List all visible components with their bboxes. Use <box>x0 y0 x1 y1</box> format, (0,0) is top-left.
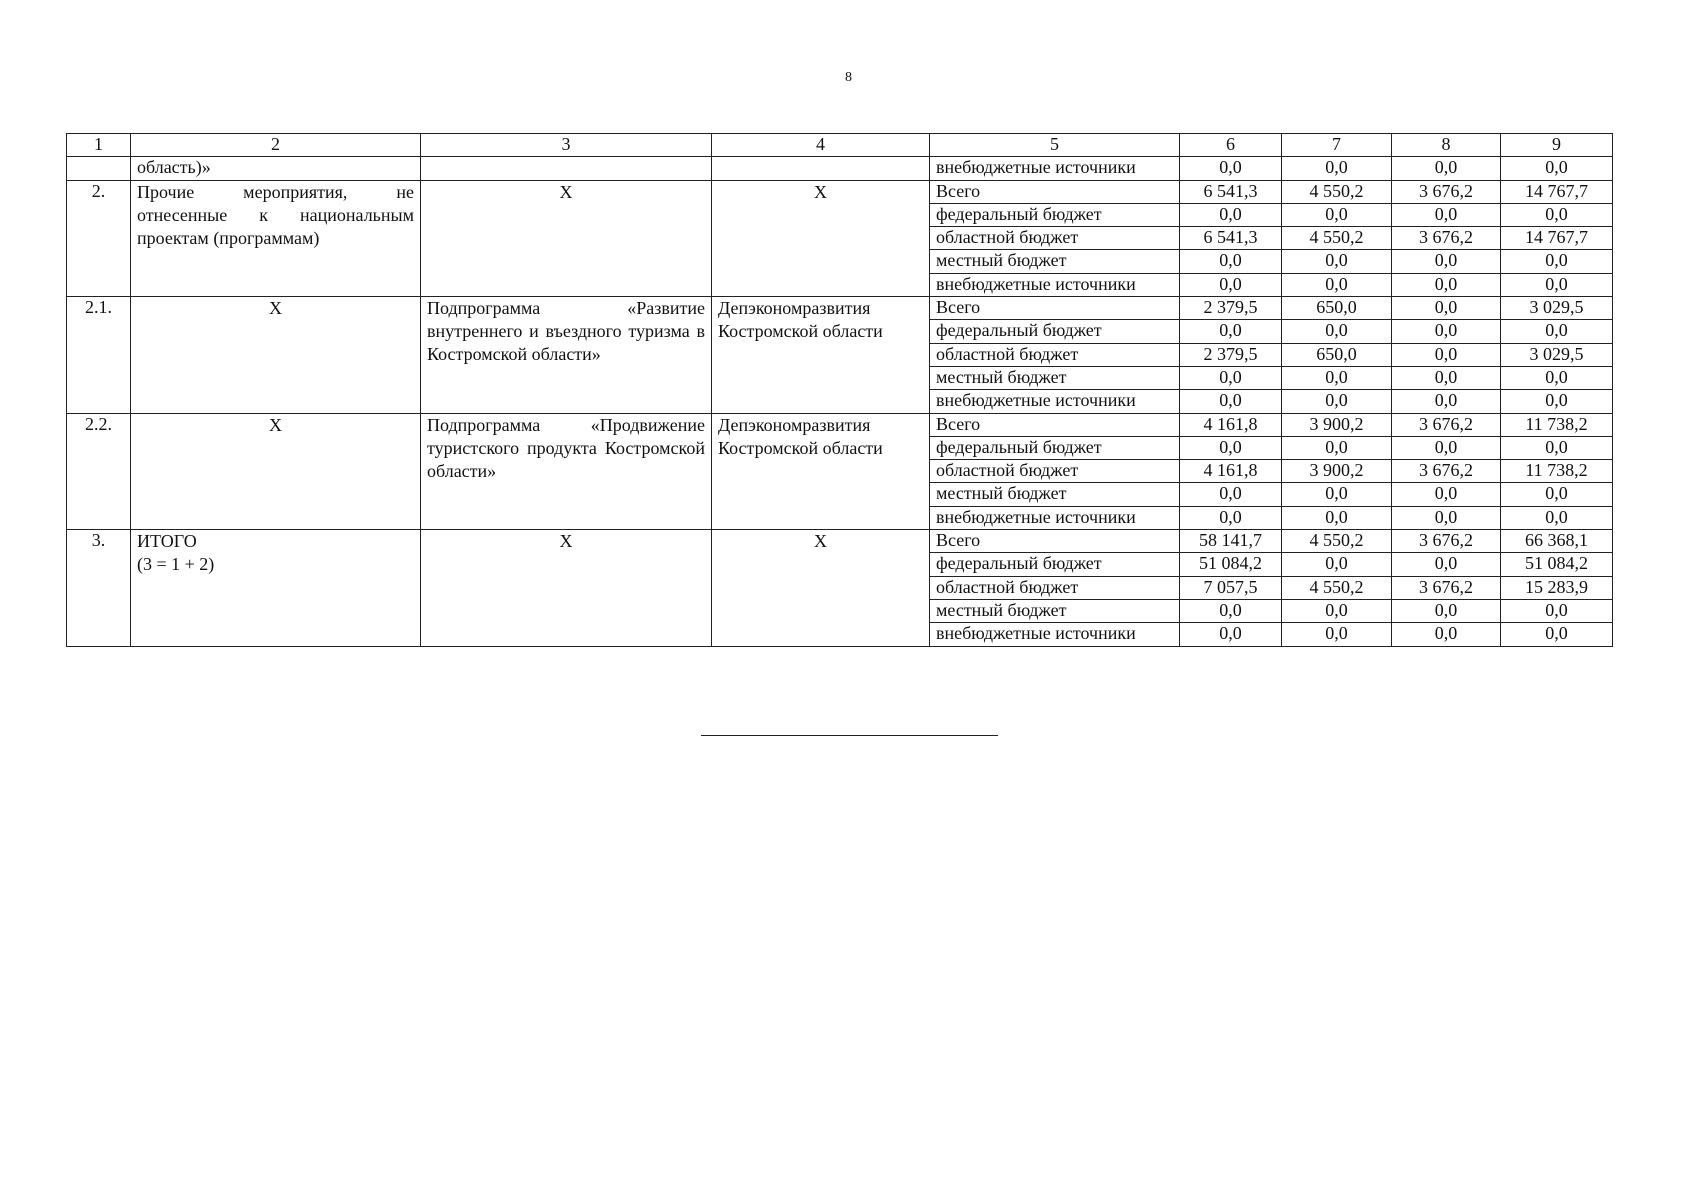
value-cell: 2 379,5 <box>1180 297 1282 320</box>
value-cell: 4 550,2 <box>1282 227 1392 250</box>
executor-cell <box>712 157 930 180</box>
value-cell: 0,0 <box>1501 250 1613 273</box>
value-cell: 0,0 <box>1180 273 1282 296</box>
value-cell: 0,0 <box>1180 157 1282 180</box>
value-cell: 3 676,2 <box>1392 576 1501 599</box>
value-cell: 0,0 <box>1282 273 1392 296</box>
value-cell: 4 550,2 <box>1282 576 1392 599</box>
value-cell: 0,0 <box>1282 203 1392 226</box>
value-cell: 0,0 <box>1501 623 1613 646</box>
row-number-cell <box>67 157 131 180</box>
value-cell: 0,0 <box>1501 483 1613 506</box>
funding-source-cell: местный бюджет <box>930 483 1180 506</box>
value-cell: 6 541,3 <box>1180 227 1282 250</box>
funding-source-cell: федеральный бюджет <box>930 203 1180 226</box>
value-cell: 0,0 <box>1180 250 1282 273</box>
funding-source-cell: Всего <box>930 530 1180 553</box>
funding-source-cell: внебюджетные источники <box>930 157 1180 180</box>
event-name-cell <box>131 530 421 646</box>
value-cell: 14 767,7 <box>1501 180 1613 203</box>
value-cell: 0,0 <box>1282 436 1392 459</box>
value-cell: 0,0 <box>1282 390 1392 413</box>
value-cell: 0,0 <box>1392 436 1501 459</box>
value-cell: 0,0 <box>1282 506 1392 529</box>
value-cell: 3 676,2 <box>1392 413 1501 436</box>
funding-source-cell: областной бюджет <box>930 343 1180 366</box>
value-cell: 0,0 <box>1501 506 1613 529</box>
value-cell: 3 676,2 <box>1392 530 1501 553</box>
value-cell: 0,0 <box>1501 390 1613 413</box>
header-cell: 1 <box>67 134 131 157</box>
row-number-cell: 2.2. <box>67 413 131 529</box>
value-cell: 0,0 <box>1501 273 1613 296</box>
value-cell: 0,0 <box>1501 157 1613 180</box>
value-cell: 0,0 <box>1180 320 1282 343</box>
value-cell: 0,0 <box>1282 623 1392 646</box>
page-number: 8 <box>845 70 852 85</box>
value-cell: 0,0 <box>1501 599 1613 622</box>
value-cell: 0,0 <box>1392 390 1501 413</box>
value-cell: 4 161,8 <box>1180 413 1282 436</box>
header-cell: 9 <box>1501 134 1613 157</box>
value-cell: 11 738,2 <box>1501 460 1613 483</box>
table-row <box>67 180 1613 203</box>
header-row <box>67 134 1613 157</box>
funding-source-cell: федеральный бюджет <box>930 320 1180 343</box>
value-cell: 0,0 <box>1282 553 1392 576</box>
value-cell: 3 676,2 <box>1392 180 1501 203</box>
value-cell: 0,0 <box>1282 157 1392 180</box>
value-cell: 0,0 <box>1392 250 1501 273</box>
value-cell: 66 368,1 <box>1501 530 1613 553</box>
value-cell: 0,0 <box>1501 203 1613 226</box>
event-name-cell: область)» <box>131 157 421 180</box>
value-cell: 0,0 <box>1392 157 1501 180</box>
header-cell: 5 <box>930 134 1180 157</box>
value-cell: 4 161,8 <box>1180 460 1282 483</box>
value-cell: 0,0 <box>1282 366 1392 389</box>
funding-source-cell: Всего <box>930 297 1180 320</box>
value-cell: 0,0 <box>1392 203 1501 226</box>
value-cell: 3 029,5 <box>1501 343 1613 366</box>
value-cell: 51 084,2 <box>1501 553 1613 576</box>
funding-source-cell: областной бюджет <box>930 227 1180 250</box>
program-cell <box>421 157 712 180</box>
budget-table <box>66 133 1613 647</box>
table-row <box>67 297 1613 320</box>
value-cell: 0,0 <box>1180 366 1282 389</box>
funding-source-cell: внебюджетные источники <box>930 273 1180 296</box>
value-cell: 3 676,2 <box>1392 227 1501 250</box>
value-cell: 51 084,2 <box>1180 553 1282 576</box>
end-rule <box>701 735 998 736</box>
header-cell: 3 <box>421 134 712 157</box>
executor-cell: Депэкономразвития Костромской области <box>712 413 930 529</box>
value-cell: 650,0 <box>1282 297 1392 320</box>
value-cell: 0,0 <box>1282 250 1392 273</box>
value-cell: 3 029,5 <box>1501 297 1613 320</box>
funding-source-cell: областной бюджет <box>930 576 1180 599</box>
funding-source-cell: местный бюджет <box>930 366 1180 389</box>
value-cell: 0,0 <box>1392 623 1501 646</box>
value-cell: 4 550,2 <box>1282 530 1392 553</box>
value-cell: 0,0 <box>1180 623 1282 646</box>
table-row <box>67 530 1613 553</box>
funding-source-cell: местный бюджет <box>930 599 1180 622</box>
value-cell: 0,0 <box>1180 506 1282 529</box>
value-cell: 0,0 <box>1392 506 1501 529</box>
funding-source-cell: федеральный бюджет <box>930 436 1180 459</box>
event-name-cell <box>131 413 421 529</box>
value-cell: 14 767,7 <box>1501 227 1613 250</box>
value-cell: 0,0 <box>1392 273 1501 296</box>
event-name-cell <box>131 180 421 296</box>
program-cell: Подпрограмма «Развитие внутреннего и въездного туризма в Костромской области» <box>421 297 712 413</box>
event-name: Х <box>269 414 282 435</box>
value-cell: 4 550,2 <box>1282 180 1392 203</box>
value-cell: 650,0 <box>1282 343 1392 366</box>
event-name: ИТОГО <box>137 531 197 552</box>
funding-source-cell: областной бюджет <box>930 460 1180 483</box>
program-cell: Х <box>421 180 712 296</box>
continuation-row <box>67 157 1613 180</box>
value-cell: 3 900,2 <box>1282 413 1392 436</box>
value-cell: 0,0 <box>1392 366 1501 389</box>
value-cell: 0,0 <box>1392 320 1501 343</box>
value-cell: 0,0 <box>1180 483 1282 506</box>
funding-source-cell: Всего <box>930 180 1180 203</box>
executor-cell: Х <box>712 180 930 296</box>
value-cell: 0,0 <box>1282 483 1392 506</box>
value-cell: 0,0 <box>1392 553 1501 576</box>
funding-source-cell: Всего <box>930 413 1180 436</box>
event-name: Х <box>269 298 282 319</box>
value-cell: 0,0 <box>1392 297 1501 320</box>
funding-source-cell: федеральный бюджет <box>930 553 1180 576</box>
funding-source-cell: внебюджетные источники <box>930 623 1180 646</box>
value-cell: 6 541,3 <box>1180 180 1282 203</box>
header-cell: 2 <box>131 134 421 157</box>
executor-cell: Депэкономразвития Костромской области <box>712 297 930 413</box>
value-cell: 0,0 <box>1392 343 1501 366</box>
event-formula: (3 = 1 + 2) <box>137 554 215 575</box>
value-cell: 0,0 <box>1180 390 1282 413</box>
value-cell: 0,0 <box>1392 599 1501 622</box>
value-cell: 0,0 <box>1501 366 1613 389</box>
event-name-cell <box>131 297 421 413</box>
value-cell: 0,0 <box>1180 203 1282 226</box>
funding-source-cell: внебюджетные источники <box>930 390 1180 413</box>
funding-source-cell: местный бюджет <box>930 250 1180 273</box>
header-cell: 8 <box>1392 134 1501 157</box>
executor-cell: Х <box>712 530 930 646</box>
event-name: Прочие мероприятия, не отнесенные к национальным проектам (программам) <box>137 181 414 248</box>
header-cell: 4 <box>712 134 930 157</box>
header-cell: 7 <box>1282 134 1392 157</box>
value-cell: 0,0 <box>1282 320 1392 343</box>
value-cell: 7 057,5 <box>1180 576 1282 599</box>
row-number-cell: 2. <box>67 180 131 296</box>
program-cell: Подпрограмма «Продвижение туристского продукта Костромской области» <box>421 413 712 529</box>
value-cell: 0,0 <box>1501 320 1613 343</box>
program-cell: Х <box>421 530 712 646</box>
value-cell: 3 676,2 <box>1392 460 1501 483</box>
value-cell: 0,0 <box>1501 436 1613 459</box>
value-cell: 0,0 <box>1282 599 1392 622</box>
value-cell: 2 379,5 <box>1180 343 1282 366</box>
value-cell: 15 283,9 <box>1501 576 1613 599</box>
value-cell: 58 141,7 <box>1180 530 1282 553</box>
funding-source-cell: внебюджетные источники <box>930 506 1180 529</box>
value-cell: 3 900,2 <box>1282 460 1392 483</box>
header-cell: 6 <box>1180 134 1282 157</box>
value-cell: 0,0 <box>1392 483 1501 506</box>
row-number-cell: 3. <box>67 530 131 646</box>
value-cell: 11 738,2 <box>1501 413 1613 436</box>
value-cell: 0,0 <box>1180 436 1282 459</box>
table-body <box>67 134 1613 647</box>
value-cell: 0,0 <box>1180 599 1282 622</box>
row-number-cell: 2.1. <box>67 297 131 413</box>
table-row <box>67 413 1613 436</box>
